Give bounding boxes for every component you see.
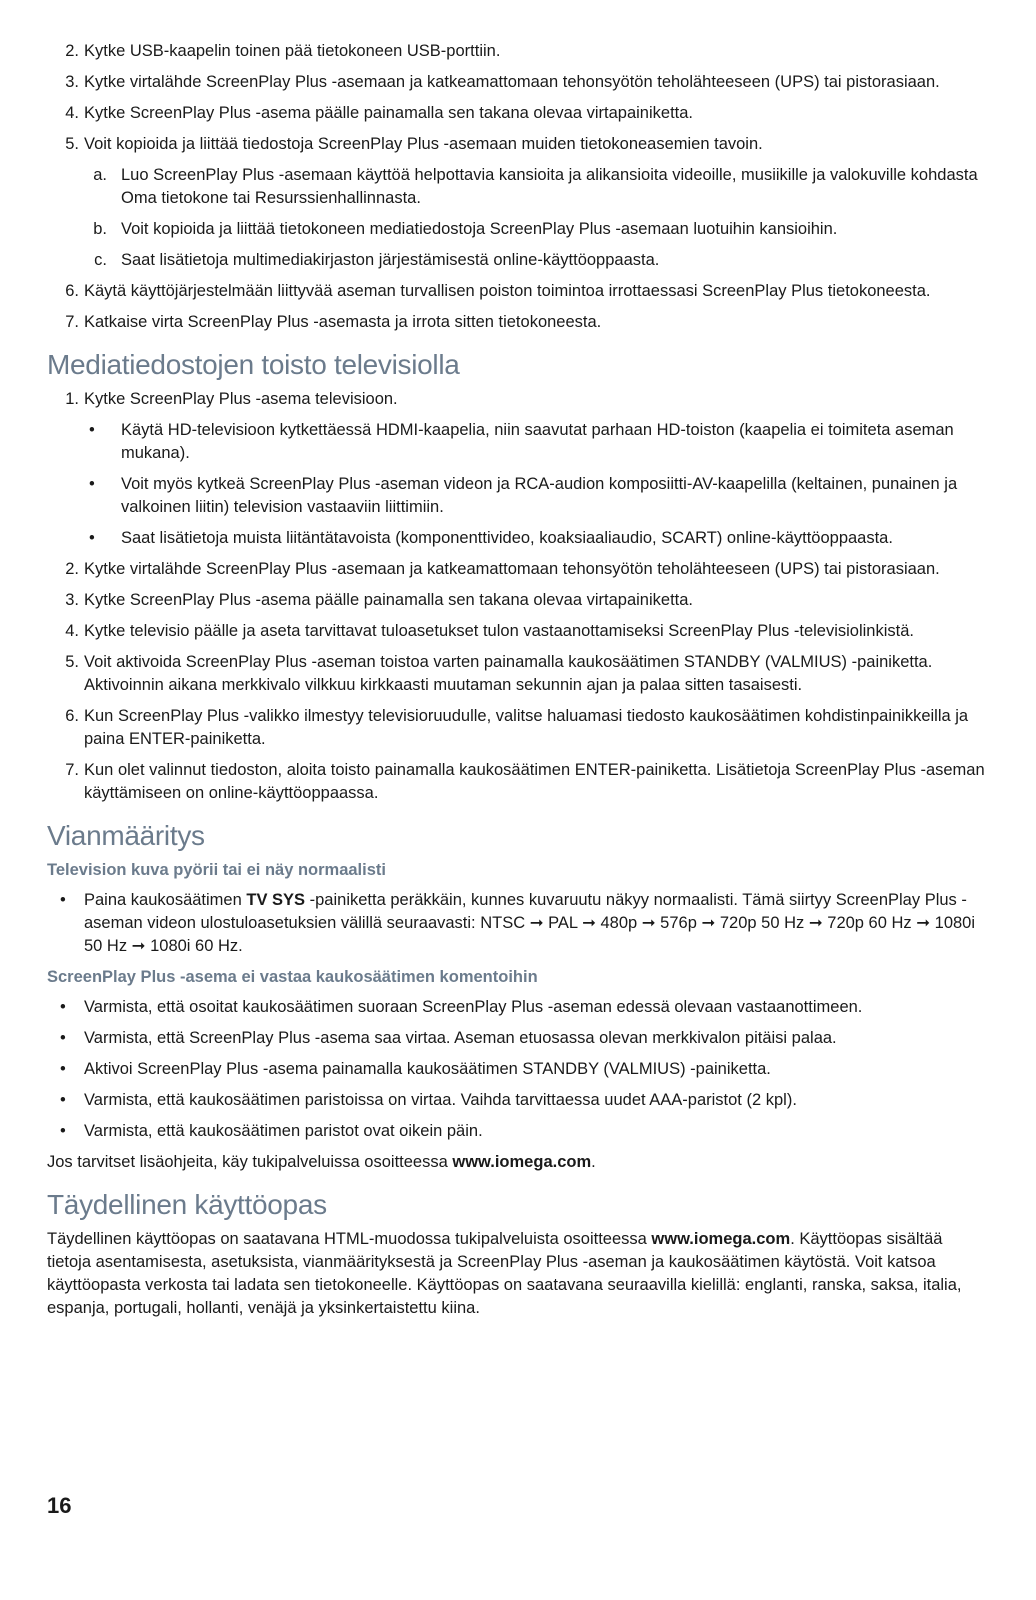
- bullet-icon: •: [60, 1060, 66, 1078]
- bullet-item: • Varmista, että ScreenPlay Plus -asema saa virtaa. Aseman etuosassa olevan merkkivalon pitäisi palaa.: [47, 1027, 987, 1050]
- list-item: 2. Kytke USB-kaapelin toinen pää tietokoneen USB-porttiin.: [65, 42, 501, 60]
- list-item: 4. Kytke ScreenPlay Plus -asema päälle painamalla sen takana olevaa virtapainiketta.: [65, 104, 694, 122]
- sub-list-item: a. Luo ScreenPlay Plus -asemaan käyttöä helpottavia kansioita ja alikansioita videoille, musiikille ja valokuville kohdasta Oma tietokone tai Resurssienhallinnasta.: [93, 166, 978, 207]
- bullet-item: • Varmista, että osoitat kaukosäätimen suoraan ScreenPlay Plus -aseman edessä olevaan vastaanottimeen.: [47, 996, 987, 1019]
- bullet-icon: •: [60, 1029, 66, 1047]
- list-item: 3. Kytke ScreenPlay Plus -asema päälle painamalla sen takana olevaa virtapainiketta.: [65, 591, 694, 609]
- bullet-item: • Varmista, että kaukosäätimen paristoissa on virtaa. Vaihda tarvittaessa uudet AAA-paristot (2 kpl).: [47, 1089, 987, 1112]
- subheading-remote: ScreenPlay Plus -asema ei vastaa kaukosäätimen komentoihin: [47, 968, 538, 986]
- section-heading-media: Mediatiedostojen toisto televisiolla: [47, 349, 460, 380]
- sub-list-item: b. Voit kopioida ja liittää tietokoneen mediatiedostoja ScreenPlay Plus -asemaan luotuihin kansioihin.: [93, 220, 838, 238]
- list-item: 6. Kun ScreenPlay Plus -valikko ilmestyy televisioruudulle, valitse haluamasi tiedosto kaukosäätimen kohdistinpainikkeilla ja paina ENTER-painiketta.: [65, 707, 969, 748]
- help-paragraph: Jos tarvitset lisäohjeita, käy tukipalveluissa osoitteessa www.iomega.com.: [47, 1153, 596, 1171]
- list-item: 5. Voit kopioida ja liittää tiedostoja ScreenPlay Plus -asemaan muiden tietokoneasemien tavoin.: [65, 135, 763, 153]
- list-item: 4. Kytke televisio päälle ja aseta tarvittavat tuloasetukset tulon vastaanottamiseksi ScreenPlay Plus -televisiolinkistä.: [65, 622, 914, 640]
- bullet-icon: •: [60, 891, 66, 909]
- bullet-item: • Paina kaukosäätimen TV SYS -painiketta peräkkäin, kunnes kuvaruutu näkyy normaalisti. Tämä siirtyy ScreenPlay Plus -aseman videon ulostuloasetuksien välillä seuraavasti: NTSC ➞ PAL ➞ 480p ➞ 576p ➞ 720p 50 Hz ➞ 720p 60 Hz ➞ 1080i 50 Hz ➞ 1080i 60 Hz.: [60, 891, 976, 955]
- section-heading-troubleshooting: Vianmääritys: [47, 820, 205, 851]
- bullet-icon: •: [89, 475, 95, 493]
- tv-sys-button-label: TV SYS: [246, 891, 306, 909]
- document-page: [47, 40, 987, 1328]
- list-item: 7. Katkaise virta ScreenPlay Plus -asemasta ja irrota sitten tietokoneesta.: [65, 313, 602, 331]
- bullet-icon: •: [60, 1122, 66, 1140]
- media-list: [47, 388, 987, 805]
- bullet-icon: •: [60, 1091, 66, 1109]
- list-item: 6. Käytä käyttöjärjestelmään liittyvää aseman turvallisen poiston toimintoa irrottaessasi ScreenPlay Plus tietokoneesta.: [65, 282, 931, 300]
- bullet-item: • Aktivoi ScreenPlay Plus -asema painamalla kaukosäätimen STANDBY (VALMIUS) -painiketta.: [47, 1058, 987, 1081]
- bullet-item: • Varmista, että kaukosäätimen paristot ovat oikein päin.: [47, 1120, 987, 1143]
- bullet-icon: •: [60, 998, 66, 1016]
- list-item: 1. Kytke ScreenPlay Plus -asema televisioon.: [65, 390, 398, 408]
- section-heading-manual: Täydellinen käyttöopas: [47, 1189, 327, 1220]
- subheading-tv-picture: Television kuva pyörii tai ei näy normaalisti: [47, 861, 386, 879]
- list-item: 3. Kytke virtalähde ScreenPlay Plus -asemaan ja katkeamattomaan tehonsyötön teholähteeseen (UPS) tai pistorasiaan.: [65, 73, 940, 91]
- sub-list-item: c. Saat lisätietoja multimediakirjaston järjestämisestä online-käyttöoppaasta.: [94, 251, 660, 269]
- bullet-icon: •: [89, 529, 95, 547]
- page-number: 16: [47, 1493, 72, 1518]
- support-link[interactable]: www.iomega.com: [452, 1153, 592, 1171]
- manual-paragraph: Täydellinen käyttöopas on saatavana HTML-muodossa tukipalveluista osoitteessa www.iomega.com. Käyttöopas sisältää tietoja asentamisesta, asetuksista, vianmäärityksestä ja ScreenPlay Plus -aseman ja kaukosäätimen käytöstä. Voit katsoa käyttöopasta verkosta tai ladata sen tietokoneelle. Käyttöopas on saatavana seuraavilla kielillä: englanti, ranska, saksa, italia, espanja, portugali, hollanti, venäjä ja yksinkertaistettu kiina.: [47, 1230, 962, 1317]
- bullet-item: • Voit myös kytkeä ScreenPlay Plus -aseman videon ja RCA-audion komposiitti-AV-kaapelilla (keltainen, punainen ja valkoinen liitin) television vastaaviin liittimiin.: [89, 475, 958, 516]
- bullet-icon: •: [89, 421, 95, 439]
- bullet-item: • Käytä HD-televisioon kytkettäessä HDMI-kaapelia, niin saavutat parhaan HD-toiston (kaapelia ei toimiteta aseman mukana).: [89, 421, 954, 462]
- manual-link[interactable]: www.iomega.com: [651, 1230, 791, 1248]
- list-item: 2. Kytke virtalähde ScreenPlay Plus -asemaan ja katkeamattomaan tehonsyötön teholähteeseen (UPS) tai pistorasiaan.: [65, 560, 940, 578]
- list-item: 5. Voit aktivoida ScreenPlay Plus -aseman toistoa varten painamalla kaukosäätimen STANDBY (VALMIUS) -painiketta. Aktivoinnin aikana merkkivalo vilkkuu kirkkaasti muutaman sekunnin ajan ja palaa sitten tasaisesti.: [65, 653, 933, 694]
- bullet-item: • Saat lisätietoja muista liitäntätavoista (komponenttivideo, koaksiaaliaudio, SCART) online-käyttöoppaasta.: [47, 527, 987, 550]
- intro-list: [47, 40, 987, 334]
- list-item: 7. Kun olet valinnut tiedoston, aloita toisto painamalla kaukosäätimen ENTER-painiketta. Lisätietoja ScreenPlay Plus -aseman käyttämiseen on online-käyttöoppaassa.: [65, 761, 985, 802]
